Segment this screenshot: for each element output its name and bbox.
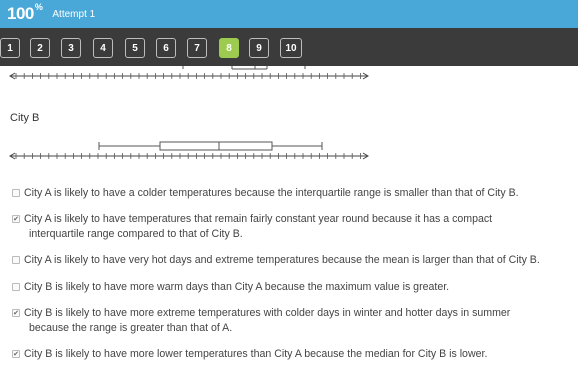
- question-button-9[interactable]: 9: [249, 38, 269, 58]
- option-checkbox[interactable]: [12, 189, 20, 197]
- question-button-3[interactable]: 3: [61, 38, 81, 58]
- question-button-7[interactable]: 7: [187, 38, 207, 58]
- question-button-5[interactable]: 5: [125, 38, 145, 58]
- city-a-number-line: [10, 73, 368, 79]
- question-button-10[interactable]: 10: [280, 38, 302, 58]
- question-button-2[interactable]: 2: [30, 38, 50, 58]
- score-header: [0, 0, 578, 28]
- question-content: [0, 66, 578, 366]
- answer-option-4[interactable]: City B is likely to have more warm days than City A because the maximum value is greater.: [12, 280, 574, 295]
- answer-option-5[interactable]: ✔ City B is likely to have more extreme temperatures with colder days in winter and hotter days in summer because the range is greater than that of A.: [13, 307, 511, 334]
- city-b-box: [160, 142, 272, 150]
- question-button-4[interactable]: 4: [93, 38, 113, 58]
- city-b-number-line: [10, 153, 368, 159]
- score-value: 100%: [7, 2, 43, 23]
- answer-option-3[interactable]: City A is likely to have very hot days and extreme temperatures because the mean is larger than that of City B.: [12, 253, 574, 268]
- city-b-label: City B: [10, 112, 40, 124]
- option-checkbox[interactable]: ✔: [13, 351, 19, 358]
- question-button-1[interactable]: 1: [0, 38, 20, 58]
- city-a-box-plot: [183, 66, 305, 69]
- answer-option-6[interactable]: ✔ City B is likely to have more lower temperatures than City A because the median for City B is lower.: [13, 348, 488, 360]
- option-checkbox[interactable]: [12, 283, 20, 291]
- city-b-box-plot: [99, 142, 322, 150]
- box-plot-figure: [0, 66, 578, 166]
- attempt-label: Attempt 1: [52, 8, 96, 20]
- answer-option-2[interactable]: ✔ City A is likely to have temperatures that remain fairly constant year round because it has a compact interquartile range compared to that of City B.: [13, 213, 493, 240]
- option-checkbox[interactable]: ✔: [13, 310, 19, 317]
- option-checkbox[interactable]: ✔: [13, 216, 19, 223]
- question-button-6[interactable]: 6: [156, 38, 176, 58]
- question-navigation: [0, 28, 578, 66]
- option-checkbox[interactable]: [12, 256, 20, 264]
- question-button-8[interactable]: 8: [219, 38, 239, 58]
- answer-option-1[interactable]: City A is likely to have a colder temperatures because the interquartile range is smaller than that of City B.: [12, 186, 574, 201]
